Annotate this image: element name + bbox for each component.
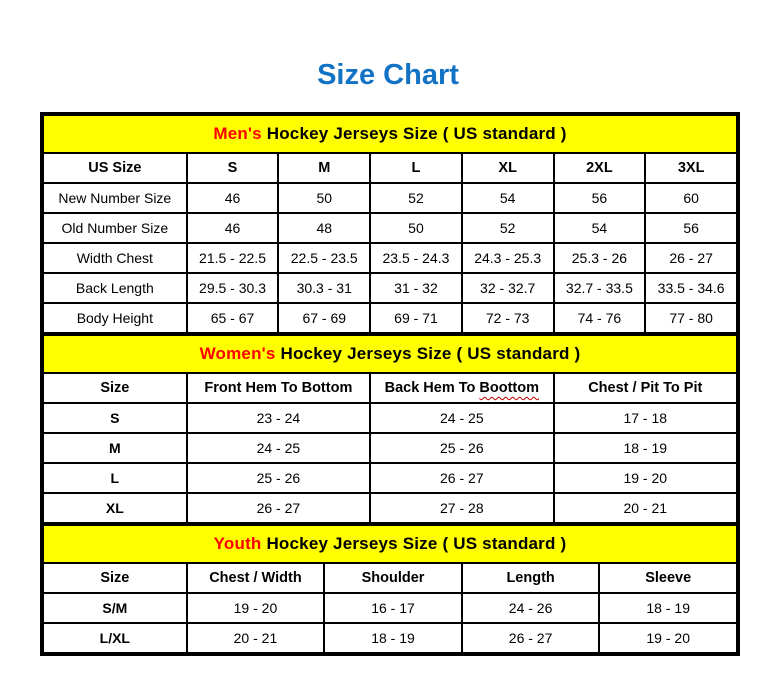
column-header: 2XL [554, 153, 646, 183]
size-value-cell: 31 - 32 [370, 273, 462, 303]
size-value-cell: 74 - 76 [554, 303, 646, 333]
section-title-highlight: Youth [213, 533, 262, 553]
size-value-cell: 25 - 26 [370, 433, 553, 463]
section-band-womens [43, 335, 737, 373]
size-value-cell: 26 - 27 [462, 623, 600, 653]
size-value-cell: 20 - 21 [187, 623, 325, 653]
size-value-cell: 48 [278, 213, 370, 243]
column-header-text: Back Hem To [384, 379, 480, 396]
section-title-text: Hockey Jerseys Size ( US standard ) [261, 123, 567, 143]
size-value-cell: 32.7 - 33.5 [554, 273, 646, 303]
header-row-womens [43, 373, 737, 403]
row-label: Width Chest [43, 243, 187, 273]
row-label: New Number Size [43, 183, 187, 213]
size-value-cell: 26 - 27 [370, 463, 553, 493]
size-table-youth [42, 524, 738, 654]
column-header: S [187, 153, 279, 183]
size-value-cell: 22.5 - 23.5 [278, 243, 370, 273]
column-header: Size [43, 563, 187, 593]
size-value-cell: 24 - 25 [187, 433, 370, 463]
row-label: S [43, 403, 187, 433]
size-value-cell: 24 - 25 [370, 403, 553, 433]
size-value-cell: 18 - 19 [324, 623, 462, 653]
table-row [43, 403, 737, 433]
column-header: Sleeve [599, 563, 737, 593]
section-title-highlight: Women's [199, 343, 276, 363]
size-value-cell: 46 [187, 183, 279, 213]
section-title-text: Hockey Jerseys Size ( US standard ) [275, 343, 581, 363]
size-value-cell: 19 - 20 [187, 593, 325, 623]
column-header: Size [43, 373, 187, 403]
size-value-cell: 33.5 - 34.6 [645, 273, 737, 303]
size-value-cell: 52 [462, 213, 554, 243]
column-header: Shoulder [324, 563, 462, 593]
size-value-cell: 46 [187, 213, 279, 243]
size-value-cell: 20 - 21 [554, 493, 737, 523]
row-label: S/M [43, 593, 187, 623]
row-label: L/XL [43, 623, 187, 653]
column-header: XL [462, 153, 554, 183]
size-value-cell: 19 - 20 [599, 623, 737, 653]
size-value-cell: 16 - 17 [324, 593, 462, 623]
size-value-cell: 29.5 - 30.3 [187, 273, 279, 303]
size-value-cell: 24.3 - 25.3 [462, 243, 554, 273]
size-value-cell: 27 - 28 [370, 493, 553, 523]
column-header: L [370, 153, 462, 183]
size-value-cell: 50 [370, 213, 462, 243]
section-title-womens [43, 335, 737, 373]
size-value-cell: 56 [645, 213, 737, 243]
size-value-cell: 72 - 73 [462, 303, 554, 333]
size-value-cell: 24 - 26 [462, 593, 600, 623]
row-label: Back Length [43, 273, 187, 303]
size-value-cell: 60 [645, 183, 737, 213]
size-value-cell: 67 - 69 [278, 303, 370, 333]
size-value-cell: 17 - 18 [554, 403, 737, 433]
section-title-mens [43, 115, 737, 153]
size-chart-tables [40, 112, 740, 656]
table-row [43, 463, 737, 493]
size-table-mens [42, 114, 738, 334]
size-value-cell: 54 [554, 213, 646, 243]
column-header [370, 373, 553, 403]
header-row-youth [43, 563, 737, 593]
row-label: L [43, 463, 187, 493]
page-title: Size Chart [317, 59, 459, 91]
table-row [43, 303, 737, 333]
section-band-youth [43, 525, 737, 563]
column-header: US Size [43, 153, 187, 183]
section-title-highlight: Men's [213, 123, 262, 143]
column-header: Front Hem To Bottom [187, 373, 370, 403]
size-value-cell: 19 - 20 [554, 463, 737, 493]
size-value-cell: 23 - 24 [187, 403, 370, 433]
size-value-cell: 26 - 27 [187, 493, 370, 523]
section-title-youth [43, 525, 737, 563]
table-row [43, 493, 737, 523]
table-row [43, 623, 737, 653]
column-header-misspelled-word: Boottom [479, 379, 540, 396]
size-value-cell: 69 - 71 [370, 303, 462, 333]
section-title-text: Hockey Jerseys Size ( US standard ) [261, 533, 567, 553]
row-label: Body Height [43, 303, 187, 333]
table-row [43, 273, 737, 303]
column-header: Length [462, 563, 600, 593]
table-row [43, 213, 737, 243]
size-value-cell: 18 - 19 [554, 433, 737, 463]
size-value-cell: 30.3 - 31 [278, 273, 370, 303]
size-value-cell: 18 - 19 [599, 593, 737, 623]
column-header: M [278, 153, 370, 183]
column-header: Chest / Width [187, 563, 325, 593]
row-label: XL [43, 493, 187, 523]
size-value-cell: 23.5 - 24.3 [370, 243, 462, 273]
size-value-cell: 77 - 80 [645, 303, 737, 333]
size-table-womens [42, 334, 738, 524]
header-row-mens [43, 153, 737, 183]
size-value-cell: 21.5 - 22.5 [187, 243, 279, 273]
size-value-cell: 25.3 - 26 [554, 243, 646, 273]
size-value-cell: 54 [462, 183, 554, 213]
column-header: Chest / Pit To Pit [554, 373, 737, 403]
section-band-mens [43, 115, 737, 153]
row-label: Old Number Size [43, 213, 187, 243]
row-label: M [43, 433, 187, 463]
table-row [43, 593, 737, 623]
table-row [43, 183, 737, 213]
size-chart-page [0, 60, 776, 656]
size-value-cell: 56 [554, 183, 646, 213]
size-value-cell: 50 [278, 183, 370, 213]
table-row [43, 243, 737, 273]
size-value-cell: 32 - 32.7 [462, 273, 554, 303]
size-value-cell: 52 [370, 183, 462, 213]
size-value-cell: 26 - 27 [645, 243, 737, 273]
size-value-cell: 25 - 26 [187, 463, 370, 493]
size-value-cell: 65 - 67 [187, 303, 279, 333]
table-row [43, 433, 737, 463]
column-header: 3XL [645, 153, 737, 183]
